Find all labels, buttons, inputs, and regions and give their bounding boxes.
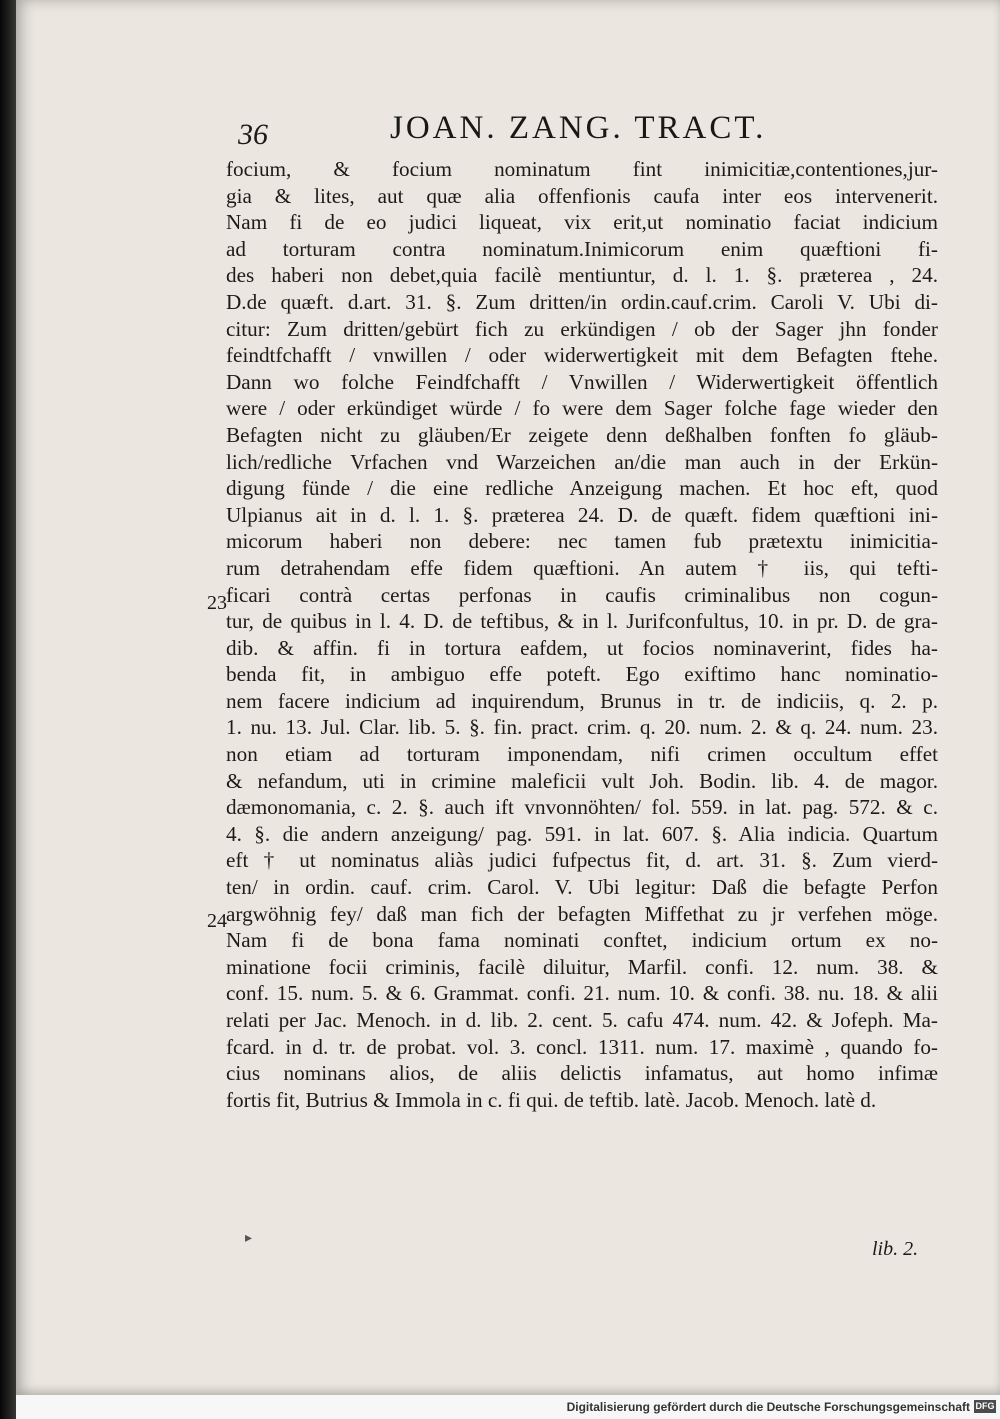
text-line: ad torturam contra nominatum.Inimicorum enim quæftioni fi- [226,236,938,261]
text-line: benda fit, in ambiguo effe poteft. Ego exiftimo hanc nominatio- [226,662,938,687]
text-line: ficari contrà certas perfonas in caufis criminalibus non cogun- [226,582,938,607]
body-text [226,156,938,1113]
text-line: nem facere indicium ad inquirendum, Brunus in tr. de indiciis, q. 2. p. [226,688,938,713]
text-line: fcard. in d. tr. de probat. vol. 3. concl. 1311. num. 17. maximè , quando fo- [226,1034,938,1059]
text-line: 4. §. die andern anzeigung/ pag. 591. in lat. 607. §. Alia indicia. Quartum [226,821,938,846]
text-line: digung fünde / die eine redliche Anzeigung machen. Et hoc eft, quod [226,476,938,501]
text-line: dæmonomania, c. 2. §. auch ift vnvonnöhten/ fol. 559. in lat. pag. 572. & c. [226,795,938,820]
catchword: lib. 2. [872,1238,919,1260]
scan-edge [0,0,16,1419]
funding-credit: Digitalisierung gefördert durch die Deutsche Forschungsgemeinschaft [566,1400,970,1414]
text-line: Befagten nicht zu gläuben/Er zeigete denn deßhalben fonften fo gläub- [226,422,938,447]
footer-bar [16,1395,1000,1419]
page-number: 36 [238,118,268,151]
text-line: were / oder erkündiget würde / fo were dem Sager folche fage wieder den [226,396,938,421]
margin-number: 23 [207,592,227,614]
text-line: lich/redliche Vrfachen vnd Warzeichen an/die man auch in der Erkün- [226,449,938,474]
text-line: Nam fi de eo judici liqueat, vix erit,ut nominatio faciat indicium [226,210,938,235]
text-line: rum detrahendam effe fidem quæftioni. An autem † iis, qui tefti- [226,555,938,580]
text-line: relati per Jac. Menoch. in d. lib. 2. cent. 5. cafu 474. num. 42. & Jofeph. Ma- [226,1008,938,1032]
text-line: citur: Zum dritten/gebürt fich zu erkündigen / ob der Sager jhn fonder [226,316,938,341]
text-line: focium, & focium nominatum fint inimicitiæ,contentiones,jur- [226,157,938,181]
text-line: argwöhnig fey/ daß man fich der befagten Miffethat zu jr verfehen möge. [226,901,938,926]
text-line: conf. 15. num. 5. & 6. Grammat. confi. 21. num. 10. & confi. 38. nu. 18. & alii [226,981,938,1006]
text-line: gia & lites, aut quæ alia offenfionis caufa inter eos intervenerit. [226,183,938,208]
text-line: Ulpianus ait in d. l. 1. §. præterea 24. D. de quæft. fidem quæftioni ini- [226,502,938,527]
text-line: eft † ut nominatus aliàs judici fufpectus fit, d. art. 31. §. Zum vierd- [226,848,938,873]
text-line: micorum haberi non debere: nec tamen fub prætextu inimicitia- [226,529,938,554]
ink-mark: ▸ [245,1231,253,1246]
text-line: D.de quæft. d.art. 31. §. Zum dritten/in ordin.cauf.crim. Caroli V. Ubi di- [226,289,938,314]
text-line: cius nominans alios, de aliis delictis infamatus, aut homo infimæ [226,1061,938,1086]
dfg-logo: DFG [975,1401,995,1411]
text-line: non etiam ad torturam imponendam, nifi crimen occultum effet [226,742,938,767]
text-line: tur, de quibus in l. 4. D. de teftibus, & in l. Jurifconfultus, 10. in pr. D. de gra- [226,609,938,634]
text-line: des haberi non debet,quia facilè mentiuntur, d. l. 1. §. præterea , 24. [226,263,938,288]
header-title: JOAN. ZANG. TRACT. [390,110,767,146]
text-line: ten/ in ordin. cauf. crim. Carol. V. Ubi legitur: Daß die befagte Perfon [226,875,938,900]
running-head [220,110,940,154]
text-line: Dann wo folche Feindfchafft / Vnwillen / Widerwertigkeit öffentlich [226,369,938,394]
text-line: 1. nu. 13. Jul. Clar. lib. 5. §. fin. pract. crim. q. 20. num. 2. & q. 24. num. 23. [226,715,938,740]
margin-number: 24 [207,910,227,932]
text-line: Nam fi de bona fama nominati conftet, indicium ortum ex no- [226,928,938,953]
text-line: & nefandum, uti in crimine maleficii vult Joh. Bodin. lib. 4. de magor. [226,768,938,793]
text-line: feindtfchafft / vnwillen / oder widerwertigkeit mit dem Befagten ftehe. [226,343,938,368]
text-line: minatione focii criminis, facilè diluitur, Marfil. confi. 12. num. 38. & [226,954,938,979]
text-line: dib. & affin. fi in tortura eafdem, ut focios nominaverint, fides ha- [226,635,938,660]
text-line: fortis fit, Butrius & Immola in c. fi qui. de teftib. latè. Jacob. Menoch. latè d. [226,1087,877,1112]
